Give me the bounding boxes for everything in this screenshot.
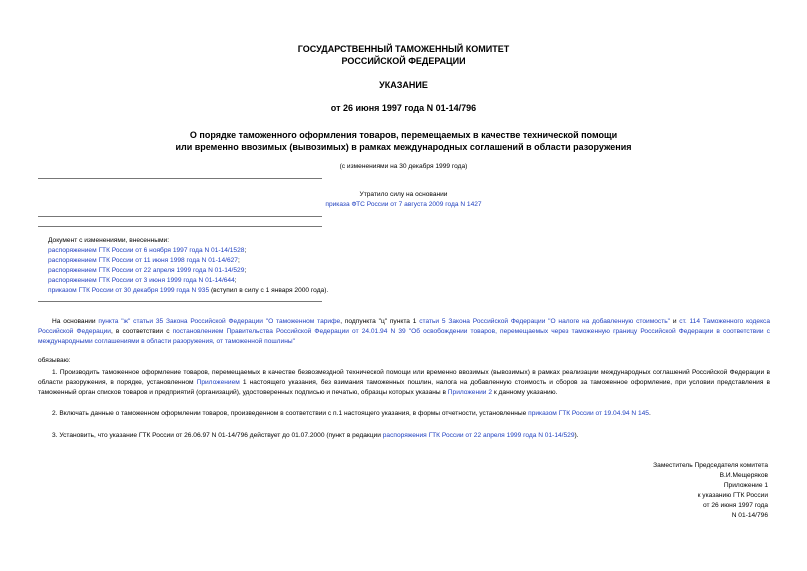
- amendment-item: [48, 276, 428, 286]
- amendment-item: [48, 246, 428, 256]
- obliges-label: обязываю:: [38, 357, 71, 364]
- amendment-tail: ;: [244, 267, 247, 274]
- paragraph-text: ).: [574, 432, 579, 439]
- appendix-2-link[interactable]: Приложении 2: [447, 389, 492, 396]
- basis-text: На основании: [52, 318, 99, 325]
- signatory-name: В.И.Мещеряков: [719, 472, 768, 479]
- order-145-link[interactable]: приказом ГТК России от 19.04.94 N 145: [528, 410, 649, 417]
- org-name-line1: ГОСУДАРСТВЕННЫЙ ТАМОЖЕННЫЙ КОМИТЕТ: [297, 44, 510, 54]
- amendment-tail: ;: [237, 257, 240, 264]
- paragraph-text: 1 настоящего указания, без взимания таможенных пошлин, налога на добавленную стоимость и сборов за таможенное оформление, при условии представления в таможенный орган списков товаров и предприятий (организаций), удостоверенных подписью и печатью, образцы которых указаны в: [38, 379, 770, 396]
- signature-block: [470, 461, 768, 521]
- paragraph-1: [38, 368, 770, 398]
- order-529-link[interactable]: распоряжения ГТК России от 22 апреля 1999 года N 01-14/529: [382, 432, 575, 439]
- divider: [38, 301, 322, 302]
- appendix-line4: N 01-14/796: [731, 512, 768, 519]
- amendment-tail: (вступил в силу с 1 января 2000 года).: [209, 287, 329, 294]
- divider: [38, 178, 322, 179]
- amendment-link[interactable]: приказом ГТК России от 30 декабря 1999 года N 935: [48, 287, 210, 294]
- amendment-tail: ;: [244, 247, 247, 254]
- amendment-item: [48, 286, 428, 296]
- paragraph-text: 3. Установить, что указание ГТК России от 26.06.97 N 01-14/796 действует до 01.07.2000 (пункт в редакции: [52, 432, 383, 439]
- amendment-tail: ;: [234, 277, 237, 284]
- amendment-link[interactable]: распоряжением ГТК России от 11 июня 1998 года N 01-14/627: [48, 257, 238, 264]
- basis-paragraph: [38, 317, 770, 347]
- paragraph-2: [38, 409, 770, 419]
- appendix-line2: к указанию ГТК России: [697, 492, 768, 499]
- customs-code-link[interactable]: ст. 114 Таможенного кодекса Российской Федерации: [38, 318, 770, 335]
- signatory-position: Заместитель Председателя комитета: [653, 462, 768, 469]
- appendix-line3: от 26 июня 1997 года: [702, 502, 768, 509]
- paragraph-text: к данному указанию.: [492, 389, 558, 396]
- amendment-item: [48, 256, 428, 266]
- paragraph-text: 1. Производить таможенное оформление товаров, перемещаемых в качестве безвозмездной технической помощи или временно ввозимых (вывозимых) в рамках реализации международных соглашений Российской Федерации в области разоружения, в порядке, установленном: [38, 369, 770, 386]
- amendments-block: [48, 236, 428, 296]
- org-name-line2: РОССИЙСКОЙ ФЕДЕРАЦИИ: [341, 56, 466, 66]
- status-text: Утратило силу на основании: [359, 191, 448, 198]
- amendment-link[interactable]: распоряжением ГТК России от 6 ноября 1997 года N 01-14/1528: [48, 247, 245, 254]
- government-decree-link[interactable]: постановлением Правительства Российской Федерации от 24.01.94 N 39 "Об освобождении товаров, перемещаемых через таможенную границу Российской Федерации в соответствии с международными соглашениями в области разоружения, от таможенной пошлины": [38, 328, 770, 345]
- repeal-order-link[interactable]: приказа ФТС России от 7 августа 2009 года N 1427: [325, 201, 482, 208]
- doc-type: УКАЗАНИЕ: [379, 80, 428, 90]
- paragraph-text: 2. Включать данные о таможенном оформлении товаров, произведенном в соответствии с п.1 настоящего указания, в формы отчетности, установленные: [52, 410, 529, 417]
- doc-date: от 26 июня 1997 года N 01-14/796: [330, 103, 477, 113]
- appendix-line1: Приложение 1: [723, 482, 768, 489]
- paragraph-text: .: [648, 410, 651, 417]
- paragraph-3: [38, 431, 770, 441]
- doc-title-line1: О порядке таможенного оформления товаров, перемещаемых в качестве технической помощи: [189, 130, 618, 140]
- amendments-intro: Документ с изменениями, внесенными:: [48, 237, 170, 244]
- amendment-item: [48, 266, 428, 276]
- divider: [38, 216, 322, 217]
- appendix-1-link[interactable]: Приложением: [196, 379, 240, 386]
- changes-note: (с изменениями на 30 декабря 1999 года): [339, 163, 468, 170]
- basis-text: , в соответствии с: [110, 328, 173, 335]
- tariff-law-link[interactable]: пункта "ж" статьи 35 Закона Российской Федерации "О таможенном тарифе: [98, 318, 341, 325]
- divider: [38, 226, 322, 227]
- amendment-link[interactable]: распоряжением ГТК России от 3 июня 1999 года N 01-14/644: [48, 277, 235, 284]
- basis-text: , подпункта "ц" пункта 1: [340, 318, 420, 325]
- basis-text: и: [670, 318, 680, 325]
- vat-law-link[interactable]: статьи 5 Закона Российской Федерации "О налоге на добавленную стоимость": [419, 318, 671, 325]
- doc-title-line2: или временно ввозимых (вывозимых) в рамках международных соглашений в области разоружения: [175, 142, 632, 152]
- amendment-link[interactable]: распоряжением ГТК России от 22 апреля 1999 года N 01-14/529: [48, 267, 245, 274]
